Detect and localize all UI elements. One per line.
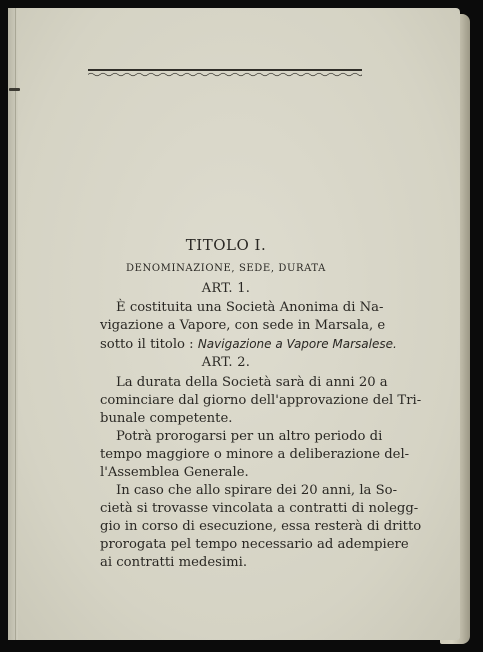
article-1-line-3 xyxy=(100,335,397,354)
article-2-line-9: gio in corso di esecuzione, essa resterà di dritto xyxy=(100,519,422,534)
section-subtitle: DENOMINAZIONE, SEDE, DURATA xyxy=(126,263,326,274)
fold-line xyxy=(15,8,16,640)
article-2-line-10: prorogata pel tempo necessario ad adempiere xyxy=(100,537,409,552)
header-rule xyxy=(88,69,362,71)
article-2-line-1: La durata della Società sarà di anni 20 a xyxy=(116,375,388,390)
article-1-line-3-text: sotto il titolo : xyxy=(100,337,194,352)
article-2-line-7: In caso che allo spirare dei 20 anni, la So- xyxy=(116,483,398,498)
article-2-line-8: cietà si trovasse vincolata a contratti di nolegg- xyxy=(100,501,419,516)
binding-mark xyxy=(9,88,20,91)
article-2-line-11: ai contratti medesimi. xyxy=(100,555,248,570)
article-1-line-2: vigazione a Vapore, con sede in Marsala, e xyxy=(100,318,386,333)
article-1-heading: ART. 1. xyxy=(201,281,251,296)
article-2-line-5: tempo maggiore o minore a deliberazione del- xyxy=(100,447,410,462)
company-name: Navigazione a Vapore Marsalese. xyxy=(197,337,397,351)
article-2-line-3: bunale competente. xyxy=(100,411,233,426)
article-2-line-6: l'Assemblea Generale. xyxy=(100,465,249,480)
section-title: TITOLO I. xyxy=(185,236,267,254)
page-gutter xyxy=(8,8,18,640)
article-1-line-1: È costituita una Società Anonima di Na- xyxy=(116,300,384,315)
article-2-line-2: cominciare dal giorno dell'approvazione del Tri- xyxy=(100,393,422,408)
article-2-heading: ART. 2. xyxy=(201,355,251,370)
article-2-line-4: Potrà prorogarsi per un altro periodo di xyxy=(116,429,383,444)
header-wavy-rule xyxy=(88,72,362,77)
